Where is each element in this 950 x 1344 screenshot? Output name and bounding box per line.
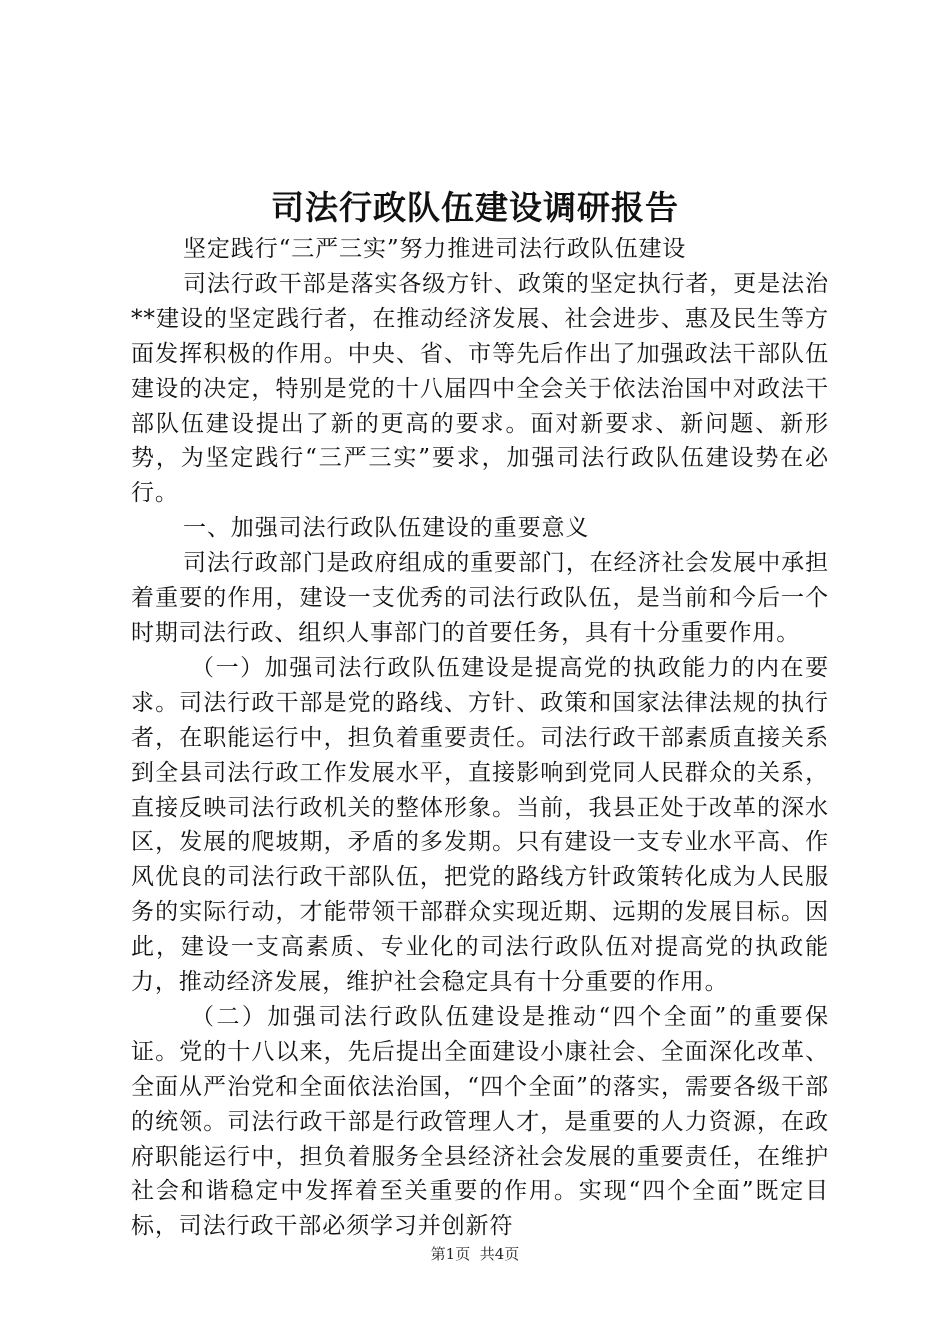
footer-spacer	[470, 1245, 480, 1263]
document-body	[131, 232, 829, 1244]
page-footer	[0, 1244, 950, 1264]
section-heading-1: 一、加强司法行政队伍建设的重要意义	[183, 515, 590, 542]
document-title: 司法行政队伍建设调研报告	[271, 188, 679, 227]
paragraph-intro: 司法行政干部是落实各级方针、政策的坚定执行者，更是法治**建设的坚定践行者，在推动经济发展、社会进步、惠及民生等方面发挥积极的作用。中央、省、市等先后作出了加强政法干部队伍建设的决定，特别是党的十八届四中全会关于依法治国中对政法干部队伍建设提出了新的更高的要求。面对新要求、新问题、新形势，为坚定践行“三严三实”要求，加强司法行政队伍建设势在必行。	[131, 270, 829, 507]
paragraph-subsection-2: （二）加强司法行政队伍建设是推动“四个全面”的重要保证。党的十八以来，先后提出全面建设小康社会、全面深化改革、全面从严治党和全面依法治国，“四个全面”的落实，需要各级干部的统领。司法行政干部是行政管理人才，是重要的人力资源，在政府职能运行中，担负着服务全县经济社会发展的重要责任，在维护社会和谐稳定中发挥着至关重要的作用。实现“四个全面”既定目标，司法行政干部必须学习并创新符	[131, 1003, 829, 1240]
paragraph-section-1: 司法行政部门是政府组成的重要部门，在经济社会发展中承担着重要的作用，建设一支优秀的司法行政队伍，是当前和今后一个时期司法行政、组织人事部门的首要任务，具有十分重要作用。	[131, 550, 829, 646]
document-subtitle: 坚定践行“三严三实”努力推进司法行政队伍建设	[183, 236, 687, 262]
page-total: 共4页	[479, 1245, 520, 1263]
paragraph-subsection-1: （一）加强司法行政队伍建设是提高党的执政能力的内在要求。司法行政干部是党的路线、方针、政策和国家法律法规的执行者，在职能运行中，担负着重要责任。司法行政干部素质直接关系到全县司法行政工作发展水平，直接影响到党同人民群众的关系，直接反映司法行政机关的整体形象。当前，我县正处于改革的深水区，发展的爬坡期，矛盾的多发期。只有建设一支专业水平高、作风优良的司法行政干部队伍，把党的路线方针政策转化成为人民服务的实际行动，才能带领干部群众实现近期、远期的发展目标。因此，建设一支高素质、专业化的司法行政队伍对提高党的执政能力，推动经济发展，维护社会稳定具有十分重要的作用。	[131, 654, 829, 996]
page-number: 第1页	[430, 1245, 471, 1263]
